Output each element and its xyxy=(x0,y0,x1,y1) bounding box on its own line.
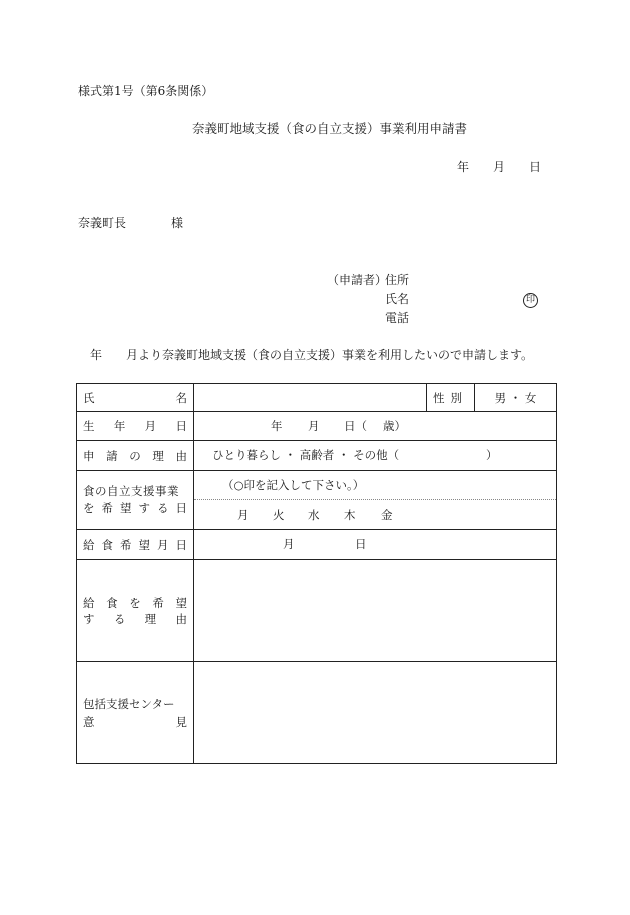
day-mon[interactable]: 月 xyxy=(237,508,249,522)
gender-label: 性別 xyxy=(433,390,468,405)
applicant-role: （申請者） xyxy=(327,273,388,287)
days-label-1: 食の自立支援事業 xyxy=(83,484,179,498)
meal-reason-label-2: す る 理 由 xyxy=(83,611,187,626)
meal-reason-input-cell[interactable] xyxy=(194,560,557,662)
days-note-area xyxy=(194,471,556,499)
name-label-spread: 氏 名 xyxy=(83,390,187,405)
day-wed[interactable]: 水 xyxy=(308,508,320,522)
days-label-2: を 希 望 す る 日 xyxy=(83,501,187,515)
address-label: 住所 xyxy=(385,273,410,287)
gender-options: 男 ・ 女 xyxy=(494,390,537,405)
day-fri[interactable]: 金 xyxy=(381,508,393,522)
day-tue[interactable]: 火 xyxy=(273,508,285,522)
reason-input-cell[interactable] xyxy=(194,441,557,471)
birth-age: 歳） xyxy=(383,419,406,433)
addressee-honorific: 様 xyxy=(171,216,184,230)
start-label-spread: 給 食 希 望 月 日 xyxy=(83,537,187,552)
reason-label-spread: 申 請 の 理 由 xyxy=(83,448,187,463)
birth-day: 日（ xyxy=(344,419,367,433)
addressee-name: 奈義町長 xyxy=(78,216,127,230)
start-input-cell[interactable] xyxy=(194,530,557,560)
start-day: 日 xyxy=(355,537,367,551)
row-birth xyxy=(77,412,557,441)
name-label: 氏名 xyxy=(385,292,410,306)
birth-label-cell xyxy=(77,412,194,441)
birth-label-spread: 生 年 月 日 xyxy=(83,419,187,433)
date-month: 月 xyxy=(493,160,506,174)
birth-input-cell[interactable] xyxy=(194,412,557,441)
date-day: 日 xyxy=(529,160,542,174)
day-thu[interactable]: 木 xyxy=(344,508,356,522)
phone-label: 電話 xyxy=(385,311,410,325)
gender-options-cell[interactable] xyxy=(475,384,557,412)
row-name xyxy=(77,384,557,412)
form-title: 奈義町地域支援（食の自立支援）事業利用申請書 xyxy=(192,121,468,136)
reason-options: ひとり暮らし ・ 高齢者 ・ その他（ xyxy=(212,448,400,462)
row-days xyxy=(77,471,557,530)
days-note: （○印を記入して下さい。） xyxy=(222,478,365,492)
application-table xyxy=(76,383,557,764)
reason-label-cell xyxy=(77,441,194,471)
reason-close: ） xyxy=(486,448,498,462)
center-label-2: 意 見 xyxy=(83,714,187,729)
row-reason xyxy=(77,441,557,471)
row-center-opinion xyxy=(77,662,557,764)
start-month: 月 xyxy=(283,537,295,551)
row-start xyxy=(77,530,557,560)
center-label-1: 包括支援センター xyxy=(83,696,175,711)
days-options xyxy=(194,499,556,529)
gender-label-cell xyxy=(427,384,475,412)
days-label-cell xyxy=(77,471,194,530)
statement-text: 月より奈義町地域支援（食の自立支援）事業を利用したいので申請します。 xyxy=(126,348,534,362)
start-label-cell xyxy=(77,530,194,560)
days-input-cell xyxy=(194,471,557,530)
form-number: 様式第1号（第6条関係） xyxy=(78,84,214,98)
name-input-cell[interactable] xyxy=(194,384,427,412)
center-opinion-input-cell[interactable] xyxy=(194,662,557,764)
meal-reason-label-cell xyxy=(77,560,194,662)
row-meal-reason xyxy=(77,560,557,662)
statement-year: 年 xyxy=(90,348,103,362)
birth-year: 年 xyxy=(271,419,283,433)
seal-icon: 印 xyxy=(523,293,538,308)
meal-reason-label-1: 給 食 を 希 望 xyxy=(83,595,187,610)
center-label-cell xyxy=(77,662,194,764)
name-label-cell xyxy=(77,384,194,412)
seal-mark xyxy=(523,291,538,308)
date-year: 年 xyxy=(457,160,470,174)
birth-month: 月 xyxy=(308,419,320,433)
